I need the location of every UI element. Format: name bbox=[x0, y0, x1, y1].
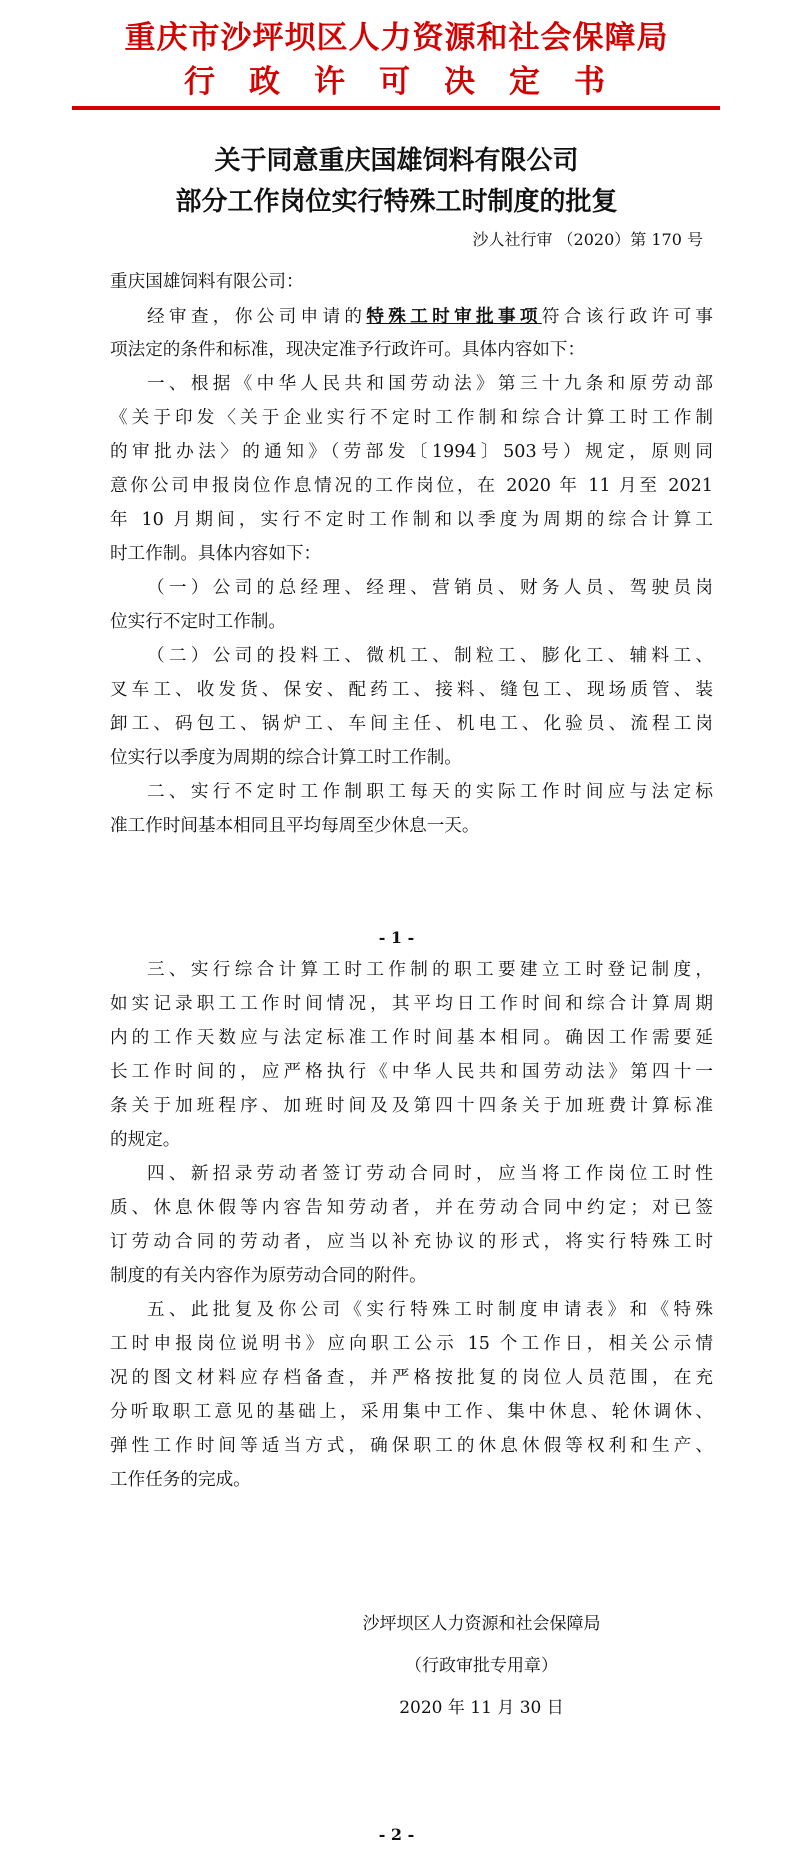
body-line: 长工作时间的，应严格执行《中华人民共和国劳动法》第四十一 bbox=[110, 1062, 713, 1082]
body-line: 年 10 月期间，实行不定时工作制和以季度为周期的综合计算工 bbox=[110, 510, 713, 530]
body-line bbox=[110, 308, 713, 342]
body-line: 三、实行综合计算工时工作制的职工要建立工时登记制度， bbox=[147, 960, 713, 980]
body-line: 况的图文材料应存档备查，并严格按批复的岗位人员范围，在充 bbox=[110, 1368, 713, 1388]
body-line: 《关于印发〈关于企业实行不定时工作制和综合计算工时工作制 bbox=[110, 408, 713, 428]
document-title-line-2: 部分工作岗位实行特殊工时制度的批复 bbox=[175, 187, 618, 217]
signature-org: 沙坪坝区人力资源和社会保障局 bbox=[362, 1614, 601, 1634]
body-line: 弹性工作时间等适当方式，确保职工的休息休假等权利和生产、 bbox=[110, 1436, 713, 1456]
page-number-1: - 1 - bbox=[378, 928, 415, 947]
body-text: 符合该行政许可事 bbox=[541, 307, 713, 327]
body-line: 五、此批复及你公司《实行特殊工时制度申请表》和《特殊 bbox=[147, 1300, 713, 1320]
body-line: 条关于加班程序、加班时间及及第四十四条关于加班费计算标准 bbox=[110, 1096, 713, 1116]
page-1-paragraphs bbox=[110, 308, 713, 852]
body-line: 工时申报岗位说明书》应向职工公示 15 个工作日，相关公示情 bbox=[110, 1334, 713, 1354]
body-line: 如实记录职工工作时间情况，其平均日工作时间和综合计算周期 bbox=[110, 994, 713, 1014]
body-line: （二）公司的投料工、微机工、制粒工、膨化工、辅料工、 bbox=[147, 646, 713, 666]
body-line: 的审批办法〉的通知》（劳部发〔1994〕503号）规定，原则同 bbox=[110, 442, 713, 462]
body-line: （一）公司的总经理、经理、营销员、财务人员、驾驶员岗 bbox=[147, 578, 713, 598]
page-number-2: - 2 - bbox=[378, 1825, 415, 1844]
body-line: 准工作时间基本相同且平均每周至少休息一天。 bbox=[110, 816, 480, 836]
body-line: 一、根据《中华人民共和国劳动法》第三十九条和原劳动部 bbox=[147, 374, 713, 394]
red-divider-rule bbox=[72, 106, 720, 110]
signature-date: 2020 年 11 月 30 日 bbox=[399, 1698, 564, 1718]
body-line: 分听取职工意见的基础上，采用集中工作、集中休息、轮休调休、 bbox=[110, 1402, 713, 1422]
body-line: 内的工作天数应与法定标准工作时间基本相同。确因工作需要延 bbox=[110, 1028, 713, 1048]
body-line: 四、新招录劳动者签订劳动合同时，应当将工作岗位工时性 bbox=[147, 1164, 713, 1184]
document-title-line-1: 关于同意重庆国雄饲料有限公司 bbox=[214, 146, 579, 176]
signature-seal: （行政审批专用章） bbox=[405, 1656, 558, 1676]
body-line: 叉车工、收发货、保安、配药工、接料、缝包工、现场质管、装 bbox=[110, 680, 713, 700]
page-2-body bbox=[110, 962, 713, 1506]
body-line: 意你公司申报岗位作息情况的工作岗位，在 2020 年 11 月至 2021 bbox=[110, 476, 713, 496]
body-line: 工作任务的完成。 bbox=[110, 1470, 251, 1490]
body-line: 二、实行不定时工作制职工每天的实际工作时间应与法定标 bbox=[147, 782, 713, 802]
body-line: 的规定。 bbox=[110, 1130, 181, 1150]
body-line: 位实行以季度为周期的综合计算工时工作制。 bbox=[110, 748, 462, 768]
body-line: 质、休息休假等内容告知劳动者，并在劳动合同中约定；对已签 bbox=[110, 1198, 713, 1218]
page-2-paragraphs bbox=[110, 962, 713, 1506]
page-1-body bbox=[110, 274, 713, 852]
document-type-header: 行政许可决定书 bbox=[184, 64, 639, 100]
body-line: 位实行不定时工作制。 bbox=[110, 612, 286, 632]
body-line: 项法定的条件和标准，现决定准予行政许可。具体内容如下： bbox=[110, 340, 586, 360]
body-line: 卸工、码包工、锅炉工、车间主任、机电工、化验员、流程工岗 bbox=[110, 714, 713, 734]
body-line: 订劳动合同的劳动者，应当以补充协议的形式，将实行特殊工时 bbox=[110, 1232, 713, 1252]
body-text: 经审查，你公司申请的 bbox=[147, 307, 367, 327]
body-line: 制度的有关内容作为原劳动合同的附件。 bbox=[110, 1266, 427, 1286]
document-number: 沙人社行审 （2020）第 170 号 bbox=[472, 230, 703, 249]
issuer-header: 重庆市沙坪坝区人力资源和社会保障局 bbox=[124, 20, 669, 56]
body-line: 时工作制。具体内容如下： bbox=[110, 544, 322, 564]
emphasized-term: 特殊工时审批事项 bbox=[366, 306, 542, 327]
addressee: 重庆国雄饲料有限公司： bbox=[110, 272, 304, 292]
